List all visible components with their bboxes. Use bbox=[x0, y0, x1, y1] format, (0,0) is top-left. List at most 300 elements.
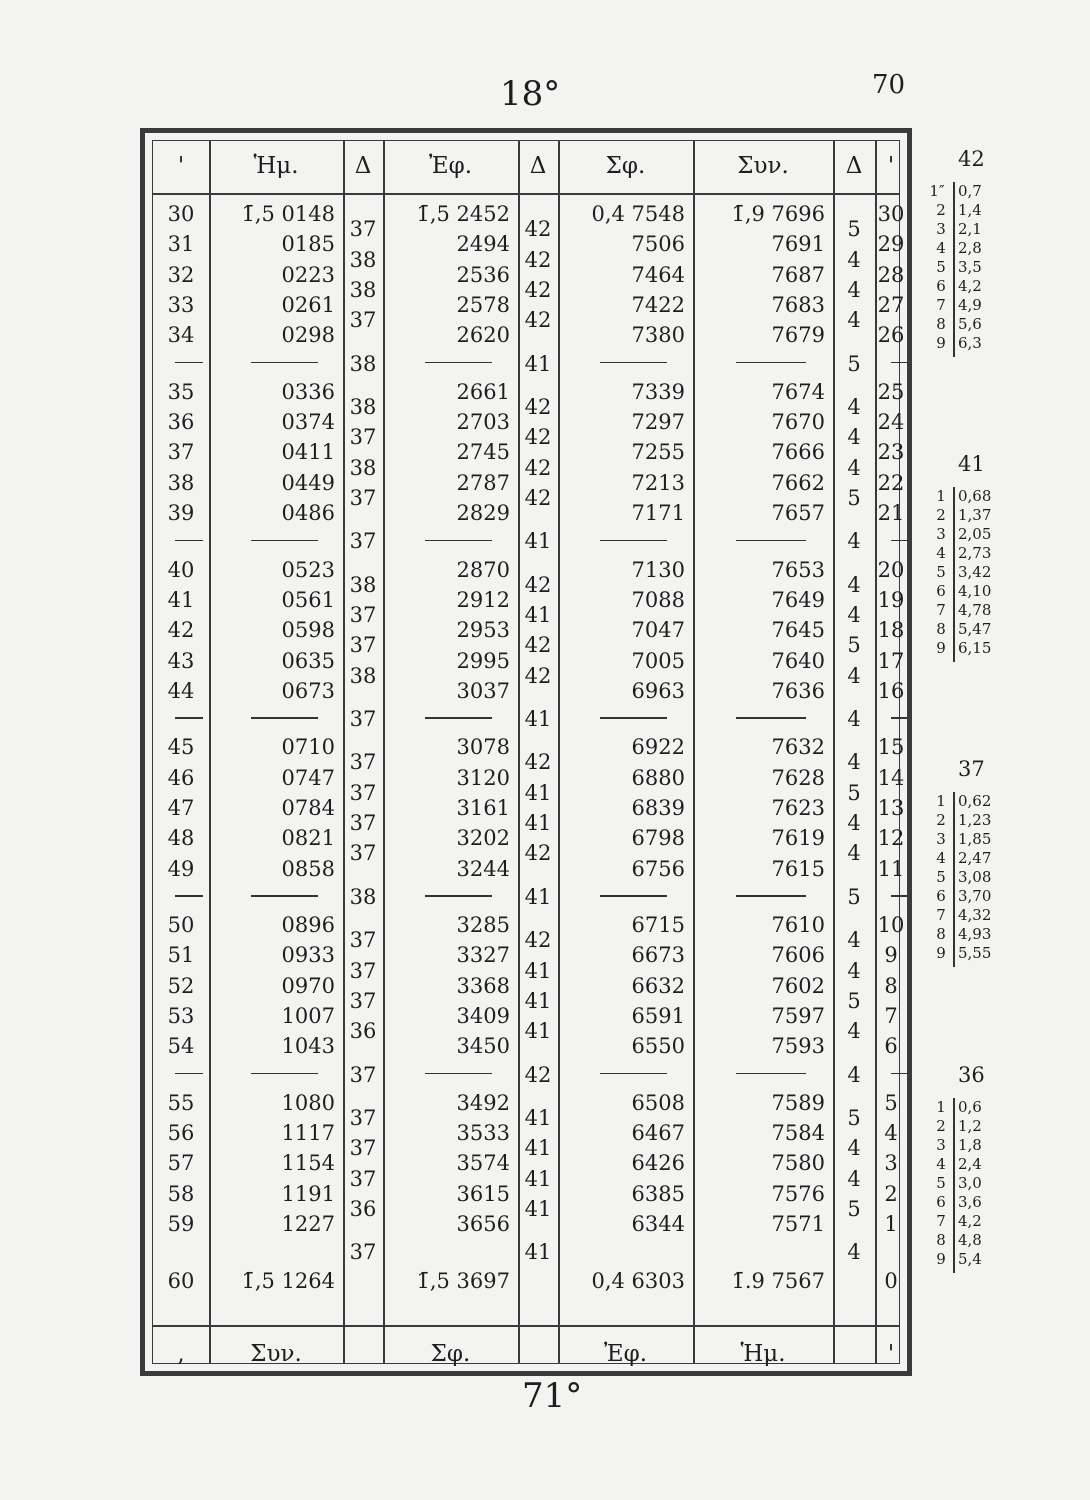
difference-ef: 42 bbox=[524, 841, 552, 866]
proportional-parts-difference: 41 bbox=[958, 452, 985, 476]
cotangent-value: 6839 bbox=[631, 795, 685, 820]
proportional-parts-difference: 37 bbox=[958, 757, 985, 781]
proportional-parts-value: 2,4 bbox=[958, 1155, 982, 1173]
cotangent-value: 7213 bbox=[631, 470, 685, 495]
group-separator bbox=[175, 1073, 203, 1075]
difference-hm: 37 bbox=[349, 1136, 377, 1161]
minute-label: 53 bbox=[167, 1004, 195, 1029]
proportional-parts-seconds: 7 bbox=[936, 296, 946, 314]
minute-label: 51 bbox=[167, 943, 195, 968]
tangent-value: 2995 bbox=[456, 648, 510, 673]
group-separator bbox=[736, 540, 806, 542]
tangent-value: 3161 bbox=[456, 795, 510, 820]
column-footer-min: , bbox=[177, 1341, 185, 1367]
difference-syn: 4 bbox=[847, 529, 861, 554]
tangent-value: 3037 bbox=[456, 678, 510, 703]
column-header-hm: Ἡμ. bbox=[253, 153, 299, 179]
proportional-parts-value: 1,23 bbox=[958, 811, 992, 829]
proportional-parts-seconds: 6 bbox=[936, 1193, 946, 1211]
tangent-value: 3285 bbox=[456, 913, 510, 937]
complement-minute-label: 4 bbox=[884, 1121, 898, 1146]
complement-minute-label: 10 bbox=[877, 913, 905, 937]
cotangent-value: 6426 bbox=[631, 1151, 685, 1176]
cosine-value: 7657 bbox=[771, 501, 825, 526]
proportional-parts-seconds: 3 bbox=[936, 1136, 946, 1154]
proportional-parts-seconds: 2 bbox=[936, 506, 946, 524]
proportional-parts-seconds: 9 bbox=[936, 639, 946, 657]
proportional-parts-seconds: 7 bbox=[936, 906, 946, 924]
cotangent-value: 6715 bbox=[631, 913, 685, 937]
proportional-parts-value: 6,3 bbox=[958, 334, 982, 352]
proportional-parts-value: 4,78 bbox=[958, 601, 992, 619]
cosine-value: 7649 bbox=[771, 587, 825, 612]
tangent-value: 2912 bbox=[456, 587, 510, 612]
column-header-min: ' bbox=[177, 153, 185, 179]
column-footer-ef: Σφ. bbox=[430, 1341, 471, 1367]
top-degree-heading: 18° bbox=[500, 74, 561, 114]
proportional-parts-value: 4,32 bbox=[958, 906, 992, 924]
minute-label: 56 bbox=[167, 1121, 195, 1146]
proportional-parts-value: 4,2 bbox=[958, 277, 982, 295]
sine-value: 1̄,5 1264 bbox=[241, 1268, 335, 1293]
proportional-parts-value: 3,08 bbox=[958, 868, 992, 886]
sine-value: 0858 bbox=[281, 856, 335, 881]
sine-value: 0673 bbox=[281, 678, 335, 703]
minute-label: 30 bbox=[167, 202, 195, 226]
difference-hm: 37 bbox=[349, 811, 377, 836]
bottom-degree-heading: 71° bbox=[522, 1376, 583, 1416]
proportional-parts-seconds: 8 bbox=[936, 925, 946, 943]
minute-label: 39 bbox=[167, 501, 195, 526]
minute-label: 47 bbox=[167, 795, 195, 820]
complement-minute-label: 8 bbox=[884, 973, 898, 998]
column-header-ef: Ἐφ. bbox=[428, 153, 473, 179]
tangent-value: 3533 bbox=[456, 1121, 510, 1146]
sine-value: 0933 bbox=[281, 943, 335, 968]
cotangent-value: 7506 bbox=[631, 232, 685, 257]
cosine-value: 7571 bbox=[771, 1212, 825, 1237]
proportional-parts-value: 0,68 bbox=[958, 487, 992, 505]
difference-ef: 42 bbox=[524, 1062, 552, 1087]
difference-hm: 37 bbox=[349, 750, 377, 775]
difference-syn: 4 bbox=[847, 1136, 861, 1161]
proportional-parts-value: 4,9 bbox=[958, 296, 982, 314]
cotangent-value: 6550 bbox=[631, 1034, 685, 1059]
minute-label: 57 bbox=[167, 1151, 195, 1176]
difference-ef: 42 bbox=[524, 572, 552, 597]
proportional-parts-rule bbox=[953, 1098, 955, 1273]
minute-label: 37 bbox=[167, 440, 195, 465]
difference-ef: 41 bbox=[524, 1166, 552, 1191]
proportional-parts-value: 4,2 bbox=[958, 1212, 982, 1230]
difference-ef: 42 bbox=[524, 394, 552, 419]
proportional-parts-seconds: 9 bbox=[936, 944, 946, 962]
proportional-parts-seconds: 7 bbox=[936, 1212, 946, 1230]
difference-ef: 41 bbox=[524, 351, 552, 376]
tangent-value: 3615 bbox=[456, 1181, 510, 1206]
proportional-parts-seconds: 4 bbox=[936, 544, 946, 562]
proportional-parts-seconds: 6 bbox=[936, 887, 946, 905]
column-footer-rmin: ' bbox=[887, 1341, 895, 1367]
difference-hm: 37 bbox=[349, 707, 377, 732]
proportional-parts-value: 4,8 bbox=[958, 1231, 982, 1249]
proportional-parts-value: 6,15 bbox=[958, 639, 992, 657]
proportional-parts-seconds: 4 bbox=[936, 1155, 946, 1173]
proportional-parts-difference: 42 bbox=[958, 147, 985, 171]
cotangent-value: 6922 bbox=[631, 735, 685, 760]
difference-ef: 41 bbox=[524, 603, 552, 628]
difference-ef: 41 bbox=[524, 988, 552, 1013]
minute-label: 50 bbox=[167, 913, 195, 937]
cosine-value: 7610 bbox=[771, 913, 825, 937]
cosine-value: 7615 bbox=[771, 856, 825, 881]
minute-label: 44 bbox=[167, 678, 195, 703]
column-footer-d1 bbox=[343, 1339, 383, 1369]
proportional-parts-seconds: 5 bbox=[936, 258, 946, 276]
difference-hm: 37 bbox=[349, 308, 377, 333]
proportional-parts-seconds: 2 bbox=[936, 811, 946, 829]
proportional-parts-value: 2,8 bbox=[958, 239, 982, 257]
cosine-value: 7679 bbox=[771, 323, 825, 348]
proportional-parts-value: 3,6 bbox=[958, 1193, 982, 1211]
difference-ef: 41 bbox=[524, 958, 552, 983]
column-header-syn: Συν. bbox=[737, 153, 789, 179]
proportional-parts-seconds: 2 bbox=[936, 201, 946, 219]
minute-label: 41 bbox=[167, 587, 195, 612]
proportional-parts-value: 5,6 bbox=[958, 315, 982, 333]
cotangent-value: 6508 bbox=[631, 1090, 685, 1115]
sine-value: 0784 bbox=[281, 795, 335, 820]
difference-syn: 4 bbox=[847, 1062, 861, 1087]
proportional-parts-seconds: 3 bbox=[936, 220, 946, 238]
proportional-parts-value: 0,7 bbox=[958, 182, 982, 200]
row-rule bbox=[153, 193, 899, 195]
difference-hm: 37 bbox=[349, 1062, 377, 1087]
group-separator bbox=[736, 895, 806, 897]
tangent-value: 2494 bbox=[456, 232, 510, 257]
complement-minute-label: 24 bbox=[877, 410, 905, 435]
cosine-value: 7632 bbox=[771, 735, 825, 760]
group-separator bbox=[175, 717, 203, 719]
difference-syn: 5 bbox=[847, 1105, 861, 1130]
difference-ef: 41 bbox=[524, 529, 552, 554]
complement-minute-label: 14 bbox=[877, 765, 905, 790]
difference-syn: 4 bbox=[847, 707, 861, 732]
group-separator bbox=[891, 362, 907, 364]
sine-value: 0486 bbox=[281, 501, 335, 526]
cosine-value: 7576 bbox=[771, 1181, 825, 1206]
tangent-value: 3574 bbox=[456, 1151, 510, 1176]
minute-label: 58 bbox=[167, 1181, 195, 1206]
difference-ef: 41 bbox=[524, 1105, 552, 1130]
minute-label: 54 bbox=[167, 1034, 195, 1059]
tangent-value: 1̄,5 2452 bbox=[416, 202, 510, 226]
difference-syn: 5 bbox=[847, 351, 861, 376]
proportional-parts-seconds: 8 bbox=[936, 315, 946, 333]
proportional-parts-rule bbox=[953, 182, 955, 357]
proportional-parts-seconds: 5 bbox=[936, 563, 946, 581]
proportional-parts-value: 3,0 bbox=[958, 1174, 982, 1192]
minute-label: 34 bbox=[167, 323, 195, 348]
complement-minute-label: 3 bbox=[884, 1151, 898, 1176]
difference-ef: 41 bbox=[524, 811, 552, 836]
cosine-value: 7662 bbox=[771, 470, 825, 495]
column-header-rmin: ' bbox=[887, 153, 895, 179]
difference-hm: 38 bbox=[349, 572, 377, 597]
difference-syn: 4 bbox=[847, 308, 861, 333]
group-separator bbox=[600, 717, 668, 719]
difference-hm: 38 bbox=[349, 394, 377, 419]
sine-value: 0598 bbox=[281, 618, 335, 643]
cotangent-value: 6798 bbox=[631, 826, 685, 851]
minute-label: 32 bbox=[167, 262, 195, 287]
difference-hm: 37 bbox=[349, 633, 377, 658]
proportional-parts-seconds: 1 bbox=[936, 792, 946, 810]
difference-hm: 38 bbox=[349, 247, 377, 272]
cosine-value: 7653 bbox=[771, 557, 825, 582]
cotangent-value: 7130 bbox=[631, 557, 685, 582]
sine-value: 0336 bbox=[281, 379, 335, 404]
difference-syn: 5 bbox=[847, 780, 861, 805]
sine-value: 0710 bbox=[281, 735, 335, 760]
difference-ef: 42 bbox=[524, 277, 552, 302]
proportional-parts-block bbox=[928, 757, 1028, 990]
difference-syn: 4 bbox=[847, 603, 861, 628]
tangent-value: 3078 bbox=[456, 735, 510, 760]
sine-value: 1̄,5 0148 bbox=[241, 202, 335, 226]
proportional-parts-block bbox=[928, 1063, 1028, 1296]
proportional-parts-value: 1,85 bbox=[958, 830, 992, 848]
complement-minute-label: 1 bbox=[884, 1212, 898, 1237]
complement-minute-label: 26 bbox=[877, 323, 905, 348]
proportional-parts-seconds: 5 bbox=[936, 1174, 946, 1192]
cotangent-value: 6880 bbox=[631, 765, 685, 790]
proportional-parts-value: 1,4 bbox=[958, 201, 982, 219]
difference-hm: 37 bbox=[349, 603, 377, 628]
complement-minute-label: 25 bbox=[877, 379, 905, 404]
cosine-value: 7666 bbox=[771, 440, 825, 465]
group-separator bbox=[891, 895, 907, 897]
proportional-parts-value: 3,5 bbox=[958, 258, 982, 276]
group-separator bbox=[600, 362, 668, 364]
cotangent-value: 6344 bbox=[631, 1212, 685, 1237]
difference-ef: 42 bbox=[524, 455, 552, 480]
minute-label: 59 bbox=[167, 1212, 195, 1237]
difference-ef: 41 bbox=[524, 707, 552, 732]
difference-hm: 37 bbox=[349, 217, 377, 242]
cotangent-value: 7464 bbox=[631, 262, 685, 287]
cosine-value: 1̄.9 7567 bbox=[731, 1268, 825, 1293]
sine-value: 0261 bbox=[281, 293, 335, 318]
minute-label: 48 bbox=[167, 826, 195, 851]
row-rule bbox=[153, 1325, 899, 1327]
cosine-value: 7636 bbox=[771, 678, 825, 703]
cotangent-value: 7422 bbox=[631, 293, 685, 318]
complement-minute-label: 5 bbox=[884, 1090, 898, 1115]
cotangent-value: 6756 bbox=[631, 856, 685, 881]
tangent-value: 2829 bbox=[456, 501, 510, 526]
complement-minute-label: 6 bbox=[884, 1034, 898, 1059]
minute-label: 60 bbox=[167, 1268, 195, 1293]
difference-syn: 4 bbox=[847, 455, 861, 480]
sine-value: 1117 bbox=[281, 1121, 335, 1146]
tangent-value: 2620 bbox=[456, 323, 510, 348]
proportional-parts-value: 5,55 bbox=[958, 944, 992, 962]
group-separator bbox=[425, 362, 493, 364]
proportional-parts-seconds: 1 bbox=[936, 1098, 946, 1116]
group-separator bbox=[425, 540, 493, 542]
difference-hm: 38 bbox=[349, 884, 377, 909]
proportional-parts-seconds: 8 bbox=[936, 620, 946, 638]
proportional-parts-value: 2,1 bbox=[958, 220, 982, 238]
complement-minute-label: 9 bbox=[884, 943, 898, 968]
cosine-value: 7640 bbox=[771, 648, 825, 673]
column-footer-syn: Ἡμ. bbox=[740, 1341, 786, 1367]
proportional-parts-seconds: 8 bbox=[936, 1231, 946, 1249]
tangent-value: 2745 bbox=[456, 440, 510, 465]
complement-minute-label: 18 bbox=[877, 618, 905, 643]
complement-minute-label: 22 bbox=[877, 470, 905, 495]
tangent-value: 3409 bbox=[456, 1004, 510, 1029]
difference-hm: 37 bbox=[349, 529, 377, 554]
difference-ef: 41 bbox=[524, 884, 552, 909]
difference-syn: 4 bbox=[847, 277, 861, 302]
cotangent-value: 7005 bbox=[631, 648, 685, 673]
column-footer-d3 bbox=[833, 1339, 875, 1369]
proportional-parts-seconds: 4 bbox=[936, 239, 946, 257]
proportional-parts-seconds: 5 bbox=[936, 868, 946, 886]
complement-minute-label: 16 bbox=[877, 678, 905, 703]
tangent-value: 3656 bbox=[456, 1212, 510, 1237]
cosine-value: 7606 bbox=[771, 943, 825, 968]
cotangent-value: 6673 bbox=[631, 943, 685, 968]
difference-ef: 42 bbox=[524, 308, 552, 333]
difference-syn: 4 bbox=[847, 1166, 861, 1191]
difference-ef: 42 bbox=[524, 928, 552, 953]
cosine-value: 7670 bbox=[771, 410, 825, 435]
minute-label: 40 bbox=[167, 557, 195, 582]
complement-minute-label: 7 bbox=[884, 1004, 898, 1029]
sine-value: 0185 bbox=[281, 232, 335, 257]
sine-value: 0449 bbox=[281, 470, 335, 495]
difference-ef: 41 bbox=[524, 1196, 552, 1221]
proportional-parts-value: 2,47 bbox=[958, 849, 992, 867]
group-separator bbox=[891, 1073, 907, 1075]
sine-value: 1043 bbox=[281, 1034, 335, 1059]
difference-ef: 42 bbox=[524, 425, 552, 450]
cotangent-value: 6591 bbox=[631, 1004, 685, 1029]
difference-syn: 5 bbox=[847, 217, 861, 242]
proportional-parts-value: 0,6 bbox=[958, 1098, 982, 1116]
difference-ef: 41 bbox=[524, 1019, 552, 1044]
difference-ef: 42 bbox=[524, 485, 552, 510]
difference-ef: 41 bbox=[524, 780, 552, 805]
difference-ef: 42 bbox=[524, 663, 552, 688]
complement-minute-label: 27 bbox=[877, 293, 905, 318]
group-separator bbox=[251, 362, 318, 364]
tangent-value: 3368 bbox=[456, 973, 510, 998]
cosine-value: 7580 bbox=[771, 1151, 825, 1176]
group-separator bbox=[251, 540, 318, 542]
difference-syn: 5 bbox=[847, 884, 861, 909]
column-header-d3: Δ bbox=[845, 153, 863, 179]
cosine-value: 1̄,9 7696 bbox=[731, 202, 825, 226]
tangent-value: 3120 bbox=[456, 765, 510, 790]
proportional-parts-seconds: 4 bbox=[936, 849, 946, 867]
difference-syn: 4 bbox=[847, 811, 861, 836]
cosine-value: 7602 bbox=[771, 973, 825, 998]
minute-label: 42 bbox=[167, 618, 195, 643]
difference-syn: 4 bbox=[847, 394, 861, 419]
column-header-sf: Σφ. bbox=[605, 153, 646, 179]
proportional-parts-value: 4,10 bbox=[958, 582, 992, 600]
proportional-parts-seconds: 3 bbox=[936, 525, 946, 543]
tangent-value: 3244 bbox=[456, 856, 510, 881]
minute-label: 38 bbox=[167, 470, 195, 495]
sine-value: 0411 bbox=[281, 440, 335, 465]
proportional-parts-value: 1,8 bbox=[958, 1136, 982, 1154]
proportional-parts-value: 3,70 bbox=[958, 887, 992, 905]
page-number: 70 bbox=[872, 70, 906, 100]
difference-ef: 42 bbox=[524, 633, 552, 658]
complement-minute-label: 17 bbox=[877, 648, 905, 673]
difference-syn: 4 bbox=[847, 247, 861, 272]
cotangent-value: 0,4 6303 bbox=[591, 1268, 685, 1293]
tangent-value: 3492 bbox=[456, 1090, 510, 1115]
group-separator bbox=[425, 895, 493, 897]
difference-hm: 37 bbox=[349, 1105, 377, 1130]
sine-value: 0561 bbox=[281, 587, 335, 612]
minute-label: 33 bbox=[167, 293, 195, 318]
column-header-d2: Δ bbox=[529, 153, 547, 179]
complement-minute-label: 12 bbox=[877, 826, 905, 851]
difference-syn: 4 bbox=[847, 928, 861, 953]
minute-label: 31 bbox=[167, 232, 195, 257]
sine-value: 0523 bbox=[281, 557, 335, 582]
tangent-value: 3450 bbox=[456, 1034, 510, 1059]
complement-minute-label: 2 bbox=[884, 1181, 898, 1206]
cotangent-value: 7171 bbox=[631, 501, 685, 526]
trig-table bbox=[140, 128, 912, 1376]
minute-label: 46 bbox=[167, 765, 195, 790]
proportional-parts-seconds: 1 bbox=[936, 487, 946, 505]
group-separator bbox=[600, 1073, 668, 1075]
difference-hm: 37 bbox=[349, 841, 377, 866]
difference-syn: 4 bbox=[847, 958, 861, 983]
group-separator bbox=[251, 895, 318, 897]
sine-value: 0896 bbox=[281, 913, 335, 937]
difference-hm: 37 bbox=[349, 1240, 377, 1265]
tangent-value: 3202 bbox=[456, 826, 510, 851]
proportional-parts-value: 1,37 bbox=[958, 506, 992, 524]
cotangent-value: 7088 bbox=[631, 587, 685, 612]
cotangent-value: 7047 bbox=[631, 618, 685, 643]
cosine-value: 7683 bbox=[771, 293, 825, 318]
cosine-value: 7691 bbox=[771, 232, 825, 257]
group-separator bbox=[736, 1073, 806, 1075]
proportional-parts-value: 0,62 bbox=[958, 792, 992, 810]
group-separator bbox=[425, 1073, 493, 1075]
proportional-parts-seconds: 6 bbox=[936, 582, 946, 600]
difference-hm: 38 bbox=[349, 455, 377, 480]
difference-syn: 5 bbox=[847, 633, 861, 658]
sine-value: 0635 bbox=[281, 648, 335, 673]
difference-syn: 5 bbox=[847, 485, 861, 510]
difference-ef: 42 bbox=[524, 750, 552, 775]
column-footer-d2 bbox=[518, 1339, 558, 1369]
difference-syn: 5 bbox=[847, 1196, 861, 1221]
complement-minute-label: 21 bbox=[877, 501, 905, 526]
